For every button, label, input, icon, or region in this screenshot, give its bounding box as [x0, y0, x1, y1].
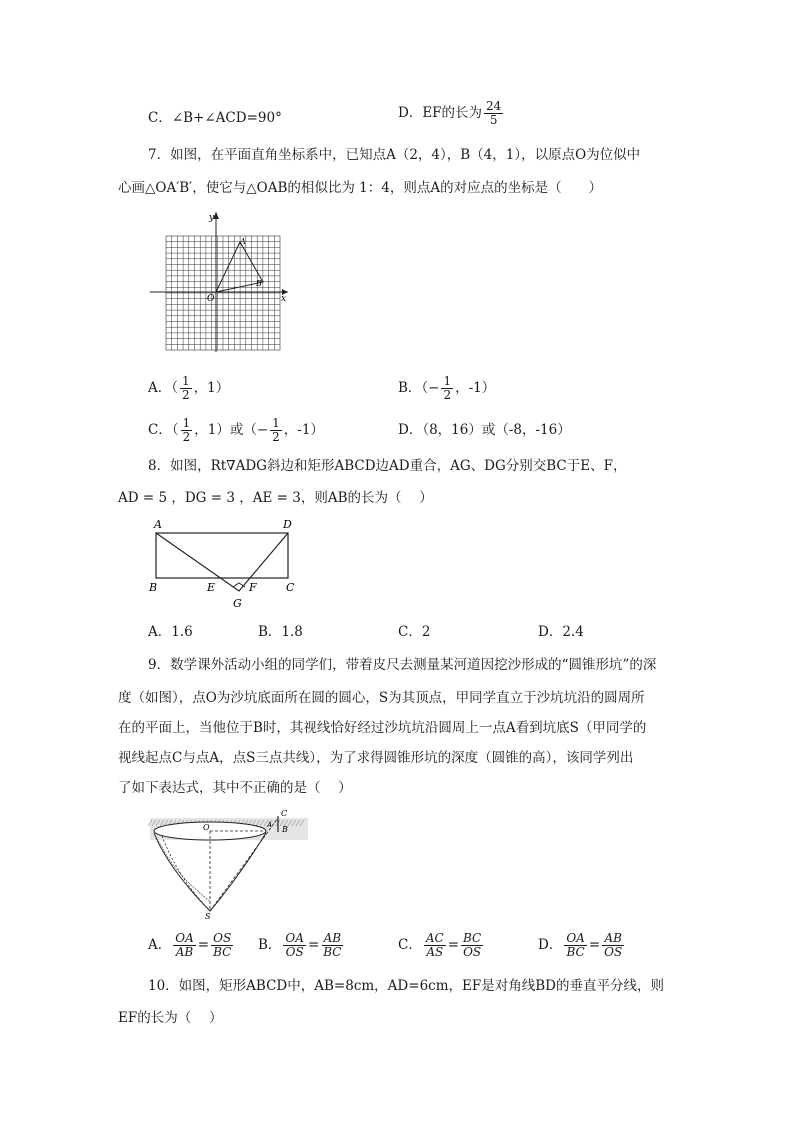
q9-label-c: C: [281, 809, 288, 818]
q10-stem-line-1: 10．如图，矩形ABCD中，AB=8cm，AD=6cm，EF是对角线BD的垂直平分线，则: [148, 978, 664, 994]
q9-stem-line-4: 视线起点C与点A，点S三点共线），为了求得圆锥形坑的深度（圆锥的高），该同学列出: [118, 750, 634, 766]
q9-stem-line-5: 了如下表达式，其中不正确的是（ ）: [118, 780, 352, 796]
q7-option-c-fraction-1: $\frac{1}{2}$: [182, 416, 191, 444]
q7-x-label: x: [281, 294, 287, 304]
q7-option-a-fraction: $\frac{1}{2}$: [182, 374, 190, 402]
q7-option-b-fraction: $\frac{1}{2}$: [443, 374, 452, 402]
q8-label-a: A: [154, 518, 162, 531]
q8-stem-line-1: 8．如图，Rt∇ADG斜边和矩形ABCD边AD重合，AG、DG分别交BC于E、F，: [148, 458, 627, 474]
q10-stem-line-2: EF的长为（ ）: [118, 1010, 223, 1026]
q6-option-d-prefix: D．EF的长为: [398, 105, 483, 121]
q7-coordinate-figure: [148, 210, 293, 355]
q8-option-c: C．2: [398, 624, 431, 640]
q8-label-g: G: [233, 597, 242, 610]
q8-label-d: D: [283, 518, 292, 531]
q6-option-d-fraction: $\frac{24}{5}$: [486, 99, 502, 127]
q8-label-b: B: [149, 581, 158, 594]
q8-label-e: E: [207, 581, 216, 594]
q9-label-o: O: [203, 823, 210, 832]
q8-right-angle-mark: [233, 583, 245, 587]
q7-option-c-fraction-2: $\frac{1}{2}$: [272, 416, 280, 444]
q9-option-d: D． $\frac{OA}{BC}$ = $\frac{AB}{OS}$: [538, 931, 623, 959]
q7-y-label: y: [209, 213, 215, 223]
q7-stem-line-1: 7．如图，在平面直角坐标系中，已知点A（2，4），B（4，1），以原点O为位似中: [148, 147, 641, 163]
q8-option-b: B．1.8: [258, 624, 303, 640]
q7-origin-label: O: [207, 294, 215, 304]
q7-point-a-label: A: [240, 237, 246, 246]
q8-label-f: F: [249, 581, 257, 594]
q8-option-d: D．2.4: [538, 624, 584, 640]
q8-rectangle-abcd: [156, 533, 288, 578]
q9-stem-line-2: 度（如图），点O为沙坑底面所在圆的圆心，S为其顶点，甲同学直立于沙坑坑沿的圆周所: [118, 690, 645, 706]
q7-option-c: C．（ $\frac{1}{2}$ ，1）或（− $\frac{1}{2}$ ，-1）: [148, 416, 324, 444]
q6-option-d: [398, 100, 505, 127]
q9-label-s: S: [205, 912, 211, 920]
q6-option-c: C．∠B+∠ACD=90°: [148, 110, 282, 126]
q8-triangle-adg: [156, 533, 288, 591]
q8-stem-line-2: AD = 5 ，DG = 3 ，AE = 3，则AB的长为（ ）: [118, 490, 433, 506]
q9-dotted-wall: [162, 836, 210, 911]
q8-label-c: C: [286, 581, 295, 594]
q9-stem-line-3: 在的平面上，当他位于B时，其视线恰好经过沙坑坑沿圆周上一点A看到坑底S（甲同学的: [118, 720, 647, 736]
q7-option-a: A．（ $\frac{1}{2}$ ，1）: [148, 374, 230, 402]
q9-stem-line-1: 9．数学课外活动小组的同学们，带着皮尺去测量某河道因挖沙形成的“圆锥形坑”的深: [148, 657, 657, 673]
q9-label-b: B: [282, 825, 288, 834]
q9-option-b: B． $\frac{OA}{OS}$ = $\frac{AB}{BC}$: [258, 931, 342, 959]
q7-stem-line-2: 心画△OA′B′，使它与△OAB的相似比为 1：4，则点A的对应点的坐标是（ ）: [118, 180, 603, 196]
q9-option-c: C． $\frac{AC}{AS}$ = $\frac{BC}{OS}$: [398, 931, 482, 959]
q7-option-d: D．（8，16）或（-8，-16）: [398, 422, 571, 438]
q9-cone-pit-figure: [148, 808, 313, 920]
q7-point-b-label: B: [256, 279, 262, 288]
q8-rectangle-figure: [145, 515, 305, 610]
q9-label-a: A: [267, 821, 273, 829]
q7-option-b: B．（− $\frac{1}{2}$ ，-1）: [398, 374, 496, 402]
q9-cone-rough-edge: [154, 833, 210, 901]
q9-option-a: A． $\frac{OA}{AB}$ = $\frac{OS}{BC}$: [148, 931, 232, 959]
q8-option-a: A．1.6: [148, 624, 193, 640]
